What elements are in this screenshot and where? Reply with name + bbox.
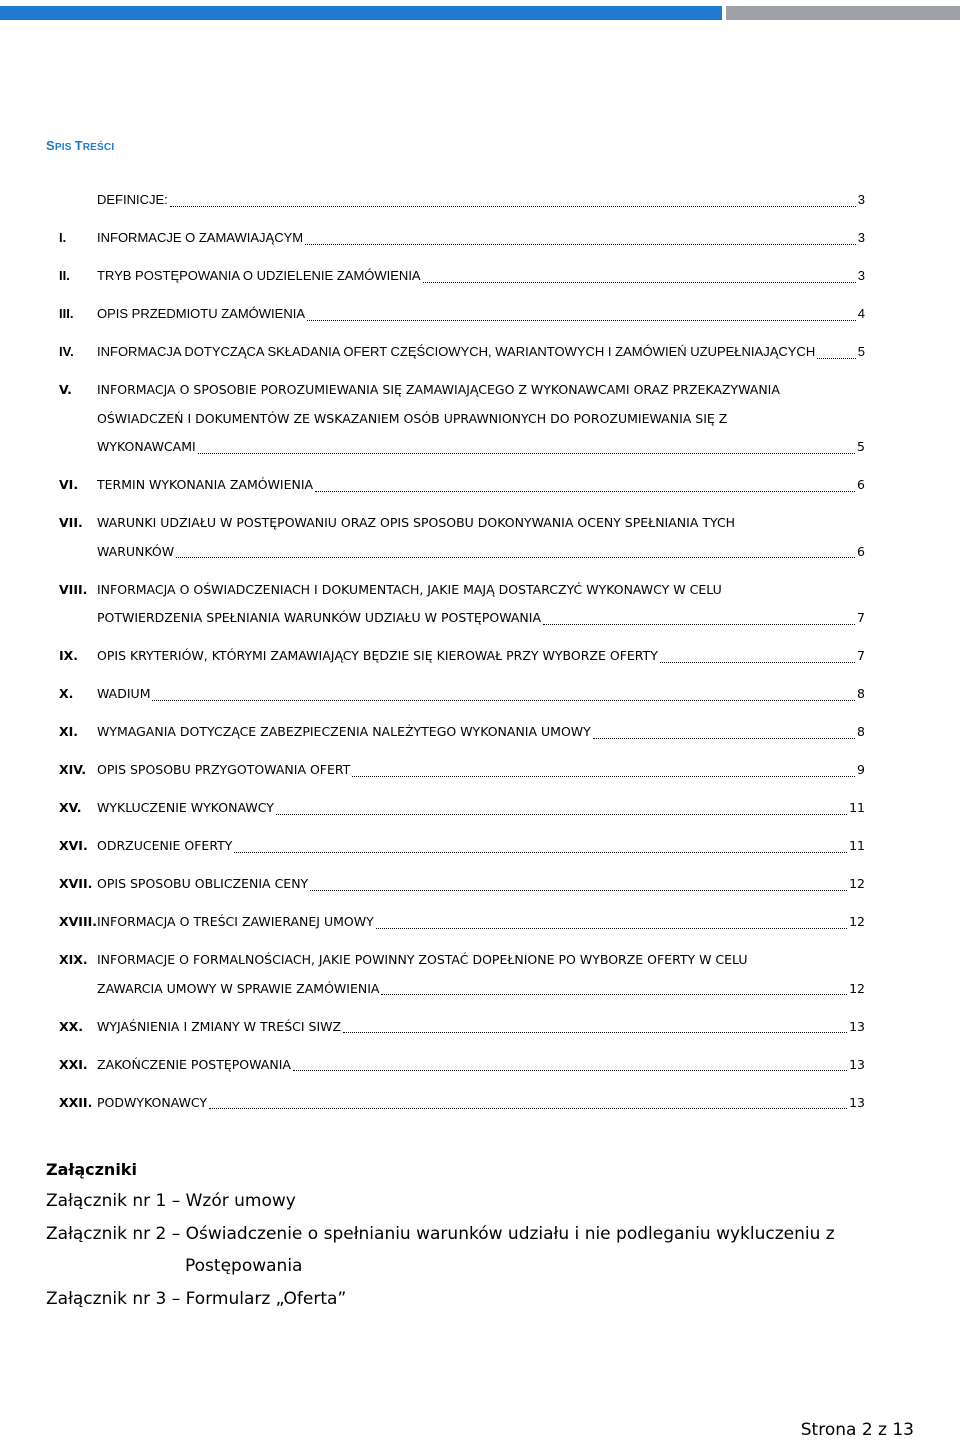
toc-entry-title: TERMIN WYKONANIA ZAMÓWIENIA (97, 477, 314, 492)
toc-entry-title: INFORMACJE O FORMALNOŚCIACH, JAKIE POWINNY ZOSTAĆ DOPEŁNIONE PO WYBORZE OFERTY W CELU (97, 952, 748, 967)
toc-entry-number: II. (59, 268, 70, 283)
toc-entry-body (97, 794, 865, 823)
toc-entry-line (97, 376, 865, 405)
toc-entry-body (97, 756, 865, 785)
toc-entry-title: ODRZUCENIE OFERTY (97, 838, 233, 853)
toc-entry-number: XVII. (59, 876, 93, 891)
toc-title (46, 138, 114, 153)
toc-entry-line (97, 224, 865, 253)
toc-entry[interactable] (59, 642, 865, 671)
toc-entry-line (97, 1013, 865, 1042)
toc-entry-title: OŚWIADCZEŃ I DOKUMENTÓW ZE WSKAZANIEM OSÓB UPRAWNIONYCH DO POROZUMIEWANIA SIĘ Z (97, 410, 728, 426)
toc-entry[interactable] (59, 870, 865, 899)
toc-entry-line (97, 262, 865, 291)
toc-entry-number: I. (59, 230, 67, 245)
toc-dot-leader (276, 813, 847, 815)
toc-entry-page: 5 (857, 439, 865, 454)
toc-entry-line (97, 946, 865, 975)
toc-entry[interactable] (59, 576, 865, 633)
toc-entry-title: POTWIERDZENIA SPEŁNIANIA WARUNKÓW UDZIAŁU W POSTĘPOWANIA (97, 610, 542, 625)
toc-title-s: S (46, 138, 55, 153)
toc-dot-leader (198, 452, 855, 454)
toc-entry-page: 5 (857, 344, 865, 359)
toc-entry-line (97, 604, 865, 633)
toc-entry-body (97, 908, 865, 937)
toc-entry-line (97, 509, 865, 538)
toc-entry-number: VII. (59, 515, 83, 530)
toc-entry-number: VI. (59, 477, 79, 492)
toc-entry-page: 12 (849, 914, 865, 929)
toc-entry[interactable] (59, 718, 865, 747)
toc-entry-body (97, 186, 865, 215)
toc-entry-page: 12 (849, 876, 865, 891)
toc-entry-page: 7 (857, 648, 865, 663)
toc-entry-number: XVIII. (59, 914, 98, 929)
toc-entry-title: WARUNKI UDZIAŁU W POSTĘPOWANIU ORAZ OPIS SPOSOBU DOKONYWANIA OCENY SPEŁNIANIA TYCH (97, 515, 736, 530)
toc-entry-number: X. (59, 686, 74, 701)
toc-entry-body (97, 832, 865, 861)
page-number: Strona 2 z 13 (800, 1420, 914, 1440)
toc-entry-title: INFORMACJA O OŚWIADCZENIACH I DOKUMENTACH, JAKIE MAJĄ DOSTARCZYĆ WYKONAWCY W CELU (97, 581, 722, 597)
toc-entry-body (97, 1051, 865, 1080)
toc-entry[interactable] (59, 832, 865, 861)
toc-entry-number: XX. (59, 1018, 84, 1034)
toc-entry-body (97, 224, 865, 253)
toc-entry-line (97, 718, 865, 747)
toc-entry[interactable] (59, 338, 865, 367)
toc-entry-line (97, 1051, 865, 1080)
toc-entry-line (97, 405, 865, 434)
toc-entry-number: XI. (59, 724, 79, 739)
toc-dot-leader (543, 623, 855, 625)
toc-dot-leader (310, 889, 847, 891)
toc-entry-number: III. (59, 306, 74, 321)
toc-entry-body (97, 1013, 865, 1042)
attachment-2-line-2: Postępowania (185, 1256, 303, 1276)
toc-entry-page: 8 (857, 686, 865, 701)
toc-entry-page: 7 (857, 610, 865, 625)
toc-entry-page: 13 (849, 1018, 865, 1034)
toc-entry-page: 4 (857, 306, 865, 321)
toc-entry-line (97, 186, 865, 215)
attachment-2-line-1: Załącznik nr 2 – Oświadczenie o spełnianiu warunków udziału i nie podleganiu wykluczeniu z (46, 1223, 835, 1244)
toc-dot-leader (315, 490, 855, 492)
toc-dot-leader (305, 243, 856, 245)
toc-entry-body (97, 300, 865, 329)
toc-dot-leader (376, 927, 847, 929)
toc-entry-page: 6 (857, 543, 865, 559)
toc-entry-title: WYJAŚNIENIA I ZMIANY W TREŚCI SIWZ (97, 1018, 342, 1034)
toc-dot-leader (593, 737, 855, 739)
toc-entry-line (97, 300, 865, 329)
toc-entry-body (97, 718, 865, 747)
toc-dot-leader (209, 1107, 847, 1109)
header-bar (0, 6, 960, 20)
toc-dot-leader (660, 661, 855, 663)
toc-dot-leader (176, 556, 855, 558)
attachments-heading: Załączniki (46, 1160, 137, 1179)
attachment-3: Załącznik nr 3 – Formularz „Oferta” (46, 1288, 347, 1309)
toc-entry-line (97, 832, 865, 861)
toc-entry-title: INFORMACJE O ZAMAWIAJĄCYM (97, 230, 304, 245)
toc-dot-leader (234, 851, 847, 853)
toc-dot-leader (293, 1069, 847, 1071)
toc-entry-page: 13 (849, 1094, 865, 1110)
toc-entry-title: ZAKOŃCZENIE POSTĘPOWANIA (97, 1056, 291, 1072)
toc-entry-line (97, 756, 865, 785)
toc-entry-line (97, 433, 865, 462)
toc-entry-line (97, 538, 865, 567)
toc-entry-line (97, 680, 865, 709)
toc-dot-leader (152, 699, 855, 701)
toc-entry-body (97, 262, 865, 291)
toc-entry-line (97, 908, 865, 937)
toc-entry-number: XV. (59, 800, 82, 815)
toc-entry-page: 13 (849, 1056, 865, 1072)
toc-title-t: T (74, 138, 83, 153)
toc-entry-body (97, 471, 865, 500)
toc-dot-leader (423, 281, 856, 283)
toc-dot-leader (307, 319, 856, 321)
toc-entry-body (97, 509, 865, 566)
table-of-contents (59, 186, 865, 1117)
toc-entry-title: ZAWARCIA UMOWY W SPRAWIE ZAMÓWIENIA (97, 980, 380, 996)
toc-entry-page: 9 (857, 762, 865, 777)
toc-entry-page: 3 (857, 268, 865, 283)
toc-entry-title: INFORMACJA O SPOSOBIE POROZUMIEWANIA SIĘ ZAMAWIAJĄCEGO Z WYKONAWCAMI ORAZ PRZEKAZYWANIA (97, 382, 780, 397)
toc-entry-page: 3 (857, 230, 865, 245)
toc-entry-page: 11 (849, 838, 865, 853)
toc-entry[interactable] (59, 509, 865, 566)
toc-entry[interactable] (59, 224, 865, 253)
toc-entry-number: IX. (59, 648, 79, 663)
toc-entry-number: XIV. (59, 762, 87, 777)
toc-entry[interactable] (59, 946, 865, 1003)
toc-entry[interactable] (59, 186, 865, 215)
toc-title-pis: PIS (54, 142, 75, 153)
toc-entry-body (97, 576, 865, 633)
toc-entry[interactable] (59, 794, 865, 823)
toc-entry-number: XXII. (59, 1094, 93, 1110)
toc-entry-body (97, 946, 865, 1003)
toc-entry-body (97, 870, 865, 899)
toc-entry-number: XIX. (59, 952, 88, 967)
toc-entry[interactable] (59, 756, 865, 785)
toc-dot-leader (170, 205, 856, 207)
toc-entry-line (97, 338, 865, 367)
toc-entry-title: OPIS SPOSOBU PRZYGOTOWANIA OFERT (97, 762, 351, 777)
toc-entry-body (97, 376, 865, 462)
toc-entry-number: IV. (59, 344, 74, 359)
toc-entry-title: WYKONAWCAMI (97, 439, 196, 454)
toc-entry-title: WYMAGANIA DOTYCZĄCE ZABEZPIECZENIA NALEŻYTEGO WYKONANIA UMOWY (97, 724, 591, 739)
toc-title-resci: REŚCI (82, 142, 115, 153)
toc-entry-title: WADIUM (97, 686, 151, 701)
toc-entry-number: XXI. (59, 1056, 88, 1072)
toc-entry-title: WYKLUCZENIE WYKONAWCY (97, 800, 274, 815)
toc-entry[interactable] (59, 1089, 865, 1118)
toc-entry-title: OPIS SPOSOBU OBLICZENIA CENY (97, 876, 309, 891)
toc-entry-title: INFORMACJA O TREŚCI ZAWIERANEJ UMOWY (97, 914, 374, 929)
toc-entry[interactable] (59, 262, 865, 291)
toc-entry-body (97, 338, 865, 367)
toc-entry-line (97, 471, 865, 500)
toc-entry-title: DEFINICJE: (97, 192, 168, 207)
toc-entry-page: 6 (857, 477, 865, 492)
attachment-1: Załącznik nr 1 – Wzór umowy (46, 1191, 296, 1211)
toc-entry-line (97, 1089, 865, 1118)
toc-dot-leader (817, 357, 856, 359)
toc-entry-page: 8 (857, 724, 865, 739)
toc-entry-line (97, 794, 865, 823)
toc-entry-page: 12 (849, 980, 865, 996)
toc-entry-title: OPIS KRYTERIÓW, KTÓRYMI ZAMAWIAJĄCY BĘDZIE SIĘ KIEROWAŁ PRZY WYBORZE OFERTY (97, 648, 658, 663)
toc-entry[interactable] (59, 908, 865, 937)
header-bar-grey (726, 6, 960, 20)
toc-entry-title: PODWYKONAWCY (97, 1094, 208, 1110)
toc-entry-line (97, 642, 865, 671)
toc-entry-page: 11 (849, 800, 865, 815)
toc-entry-line (97, 870, 865, 899)
toc-entry[interactable] (59, 471, 865, 500)
attachments-section (46, 1160, 835, 1315)
toc-entry[interactable] (59, 376, 865, 462)
toc-entry-title: INFORMACJA DOTYCZĄCA SKŁADANIA OFERT CZĘŚCIOWYCH, WARIANTOWYCH I ZAMÓWIEŃ UZUPEŁNIAJĄCYCH (97, 344, 816, 359)
toc-dot-leader (352, 775, 855, 777)
toc-entry-line (97, 975, 865, 1004)
toc-entry-line (97, 576, 865, 605)
toc-entry-body (97, 1089, 865, 1118)
toc-entry[interactable] (59, 1051, 865, 1080)
toc-entry-body (97, 680, 865, 709)
toc-entry-number: V. (59, 382, 72, 397)
toc-entry-title: OPIS PRZEDMIOTU ZAMÓWIENIA (97, 306, 306, 321)
toc-entry-number: VIII. (59, 581, 88, 597)
toc-entry-title: WARUNKÓW (97, 543, 175, 559)
toc-entry[interactable] (59, 300, 865, 329)
toc-entry-body (97, 642, 865, 671)
toc-entry-title: TRYB POSTĘPOWANIA O UDZIELENIE ZAMÓWIENIA (97, 268, 421, 283)
toc-entry-number: XVI. (59, 838, 88, 853)
toc-dot-leader (381, 993, 847, 995)
header-bar-blue (0, 6, 722, 20)
toc-entry[interactable] (59, 1013, 865, 1042)
toc-entry-page: 3 (857, 192, 865, 207)
toc-dot-leader (343, 1031, 847, 1033)
toc-entry[interactable] (59, 680, 865, 709)
